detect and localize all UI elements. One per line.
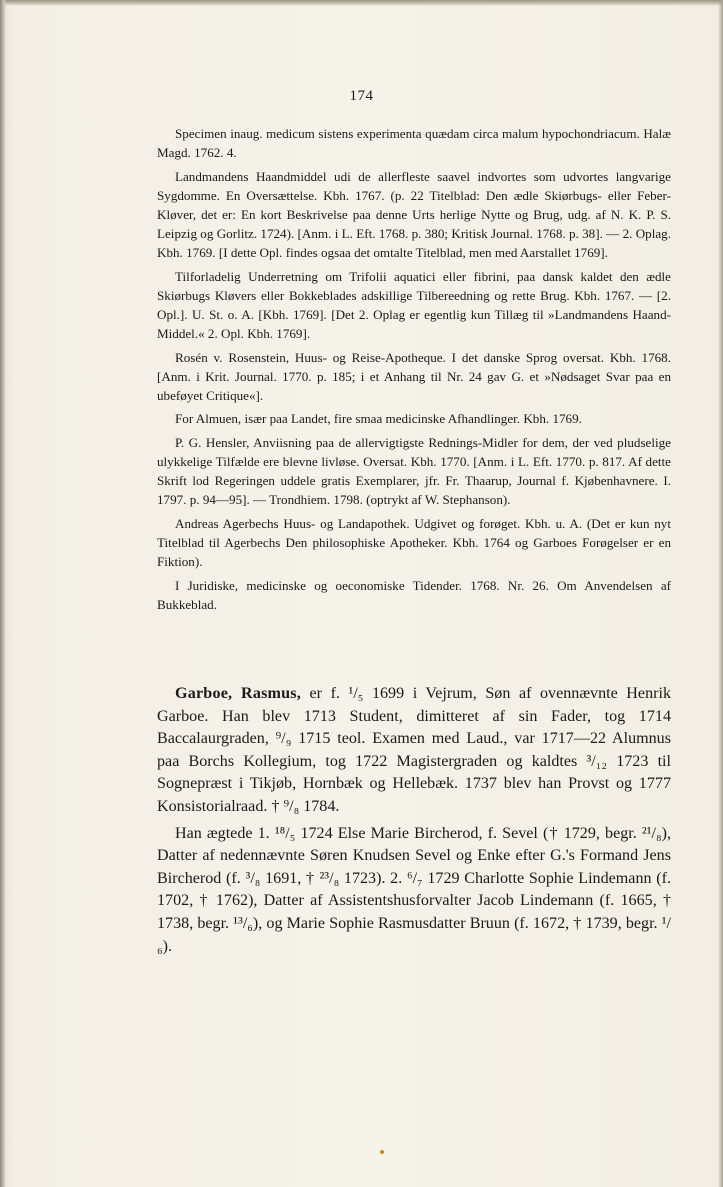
page-top-edge xyxy=(0,0,723,6)
bibliography-list xyxy=(157,124,671,618)
biography-paragraph: Han ægtede 1. ¹⁸/₅ 1724 Else Marie Bircherod, f. Sevel († 1729, begr. ²¹/₈), Datter af nedennævnte Søren Knudsen Sevel og Enke efter G.'s Formand Jens Bircherod (f. ³/₈ 1691, † ²³/₈ 1723). 2. ⁶/₇ 1729 Charlotte Sophie Lindemann (f. 1702, † 1762), Datter af Assistentshusforvalter Jacob Lindemann (f. 1665, † 1738, begr. ¹³/₆), og Marie Sophie Rasmusdatter Bruun (f. 1672, † 1739, begr. ¹/₆). xyxy=(157,824,671,955)
bibliography-entry: Landmandens Haandmiddel udi de allerfleste saavel indvortes som udvortes langvarige Sygdomme. En Oversættelse. Kbh. 1767. (p. 22 Titelblad: Den ædle Skiørbugs- eller Feber-Kløver, det er: En kort Beskrivelse paa denne Urts herlige Nytte og Brug, udg. af N. K. P. S. Leipzig og Gorlitz. 1724). [Anm. i L. Eft. 1768. p. 380; Kritisk Journal. 1768. p. 38]. — 2. Oplag. Kbh. 1769. [I dette Opl. findes ogsaa det omtalte Titelblad, men med Aarstallet 1769]. xyxy=(157,168,671,261)
page-right-edge xyxy=(718,0,723,1187)
page-left-edge xyxy=(0,0,6,1187)
bibliography-entry: Rosén v. Rosenstein, Huus- og Reise-Apotheque. I det danske Sprog oversat. Kbh. 1768. [Anm. i Krit. Journal. 1770. p. 185; i et Anhang til Nr. 24 gav G. et »Nødsaget Svar paa en ubeføyet Critique«]. xyxy=(157,349,671,403)
bibliography-entry: Andreas Agerbechs Huus- og Landapothek. Udgivet og forøget. Kbh. u. A. (Det er kun nyt Titelblad til Agerbechs Den philosophiske Apotheker. Kbh. 1764 og Garboes Forøgelser er en Fiktion). xyxy=(157,515,671,569)
biography-text: er f. ¹/₅ 1699 i Vejrum, Søn af ovennævnte Henrik Garboe. Han blev 1713 Student, dimitteret af sin Fader, tog 1714 Baccalaurgraden, ⁹/₉ 1715 teol. Examen med Laud., var 1717—22 Alumnus paa Borchs Kollegium, tog 1722 Magistergraden og kaldtes ³/₁₂ 1723 til Sognepræst i Tikjøb, Hornbæk og Hellebæk. 1737 blev han Provst og 1777 Konsistorialraad. † ⁹/₈ 1784. xyxy=(157,685,671,815)
bibliography-entry: P. G. Hensler, Anviisning paa de allervigtigste Rednings-Midler for dem, der ved pludselige ulykkelige Tilfælde ere blevne livløse. Oversat. Kbh. 1770. [Anm. i L. Eft. 1770. p. 817. Af dette Skrift lod Regeringen uddele gratis Exemplarer, jfr. Fr. Thaarup, Journal f. Kjøbenhavnere. I. 1797. p. 94—95]. — Trondhiem. 1798. (optrykt af W. Stephanson). xyxy=(157,434,671,508)
bibliography-entry: For Almuen, især paa Landet, fire smaa medicinske Afhandlinger. Kbh. 1769. xyxy=(175,411,582,427)
bibliography-entry: I Juridiske, medicinske og oeconomiske Tidender. 1768. Nr. 26. Om Anvendelsen af Bukkeblad. xyxy=(157,577,671,612)
biography-paragraph xyxy=(157,683,671,819)
page-number: 174 xyxy=(349,88,374,104)
biography-entry xyxy=(157,683,671,962)
bibliography-entry: Tilforladelig Underretning om Trifolii aquatici eller fibrini, paa dansk kaldet den ædle Skiørbugs Kløvers eller Bokkeblades adskillige Tilbereedning og rette Brug. Kbh. 1767. — [2. Opl.]. U. St. o. A. [Kbh. 1769]. [Det 2. Oplag er egentlig kun Tillæg til »Landmandens Haand-Middel.« 2. Opl. Kbh. 1769]. xyxy=(157,268,671,341)
ink-dot-mark xyxy=(380,1150,384,1154)
bibliography-entry: Specimen inaug. medicum sistens experimenta quædam circa malum hypochondriacum. Halæ Magd. 1762. 4. xyxy=(157,126,671,161)
entry-name: Garboe, Rasmus, xyxy=(175,685,301,702)
